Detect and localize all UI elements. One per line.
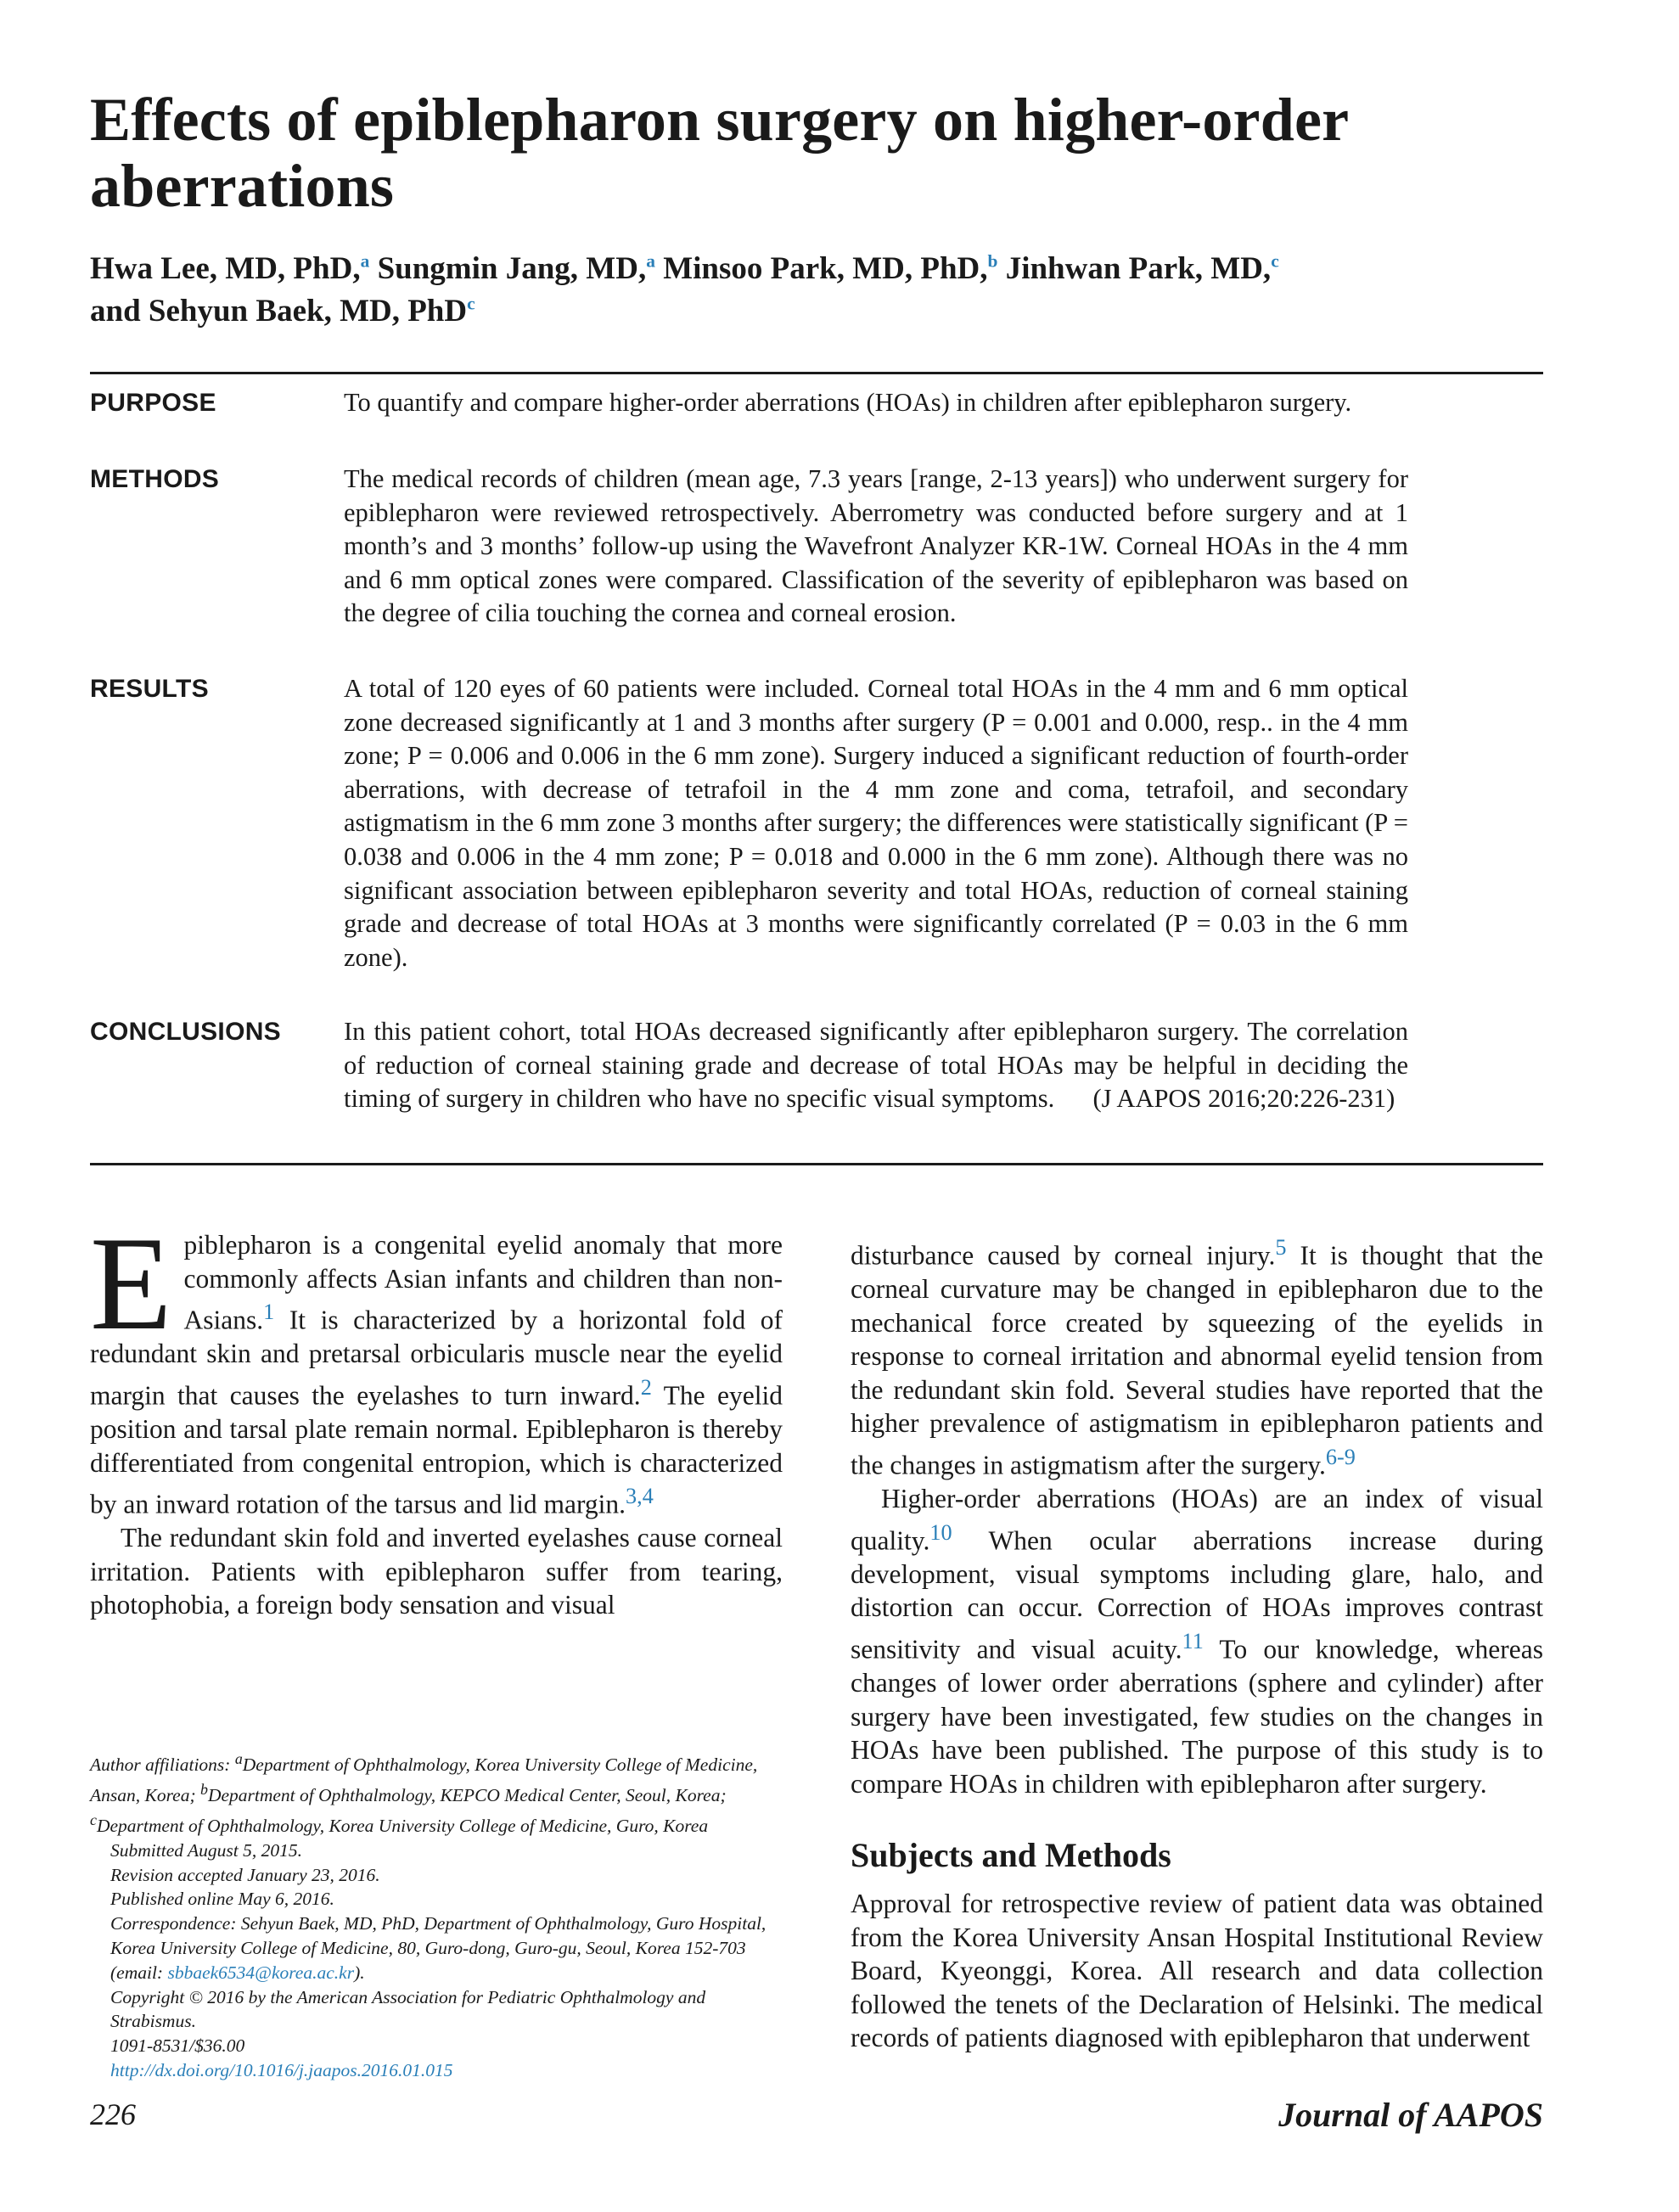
price-code: 1091-8531/$36.00 — [110, 2035, 245, 2057]
correspondence-text: ). — [354, 1962, 365, 1983]
drop-cap: E — [90, 1210, 172, 1358]
author-name: Sungmin Jang, MD, — [377, 251, 647, 286]
paragraph-text: disturbance caused by corneal injury. — [851, 1240, 1276, 1271]
journal-name: Journal of AAPOS — [1278, 2096, 1543, 2134]
paragraph-text: When ocular aberrations increase during development, visual symptoms including glare, halo, and distortion can occur. Correction of HOAs improves contrast sensitivity and visual acuity. — [851, 1525, 1543, 1665]
author-name: Hwa Lee, MD, PhD, — [90, 251, 361, 286]
paragraph-text: To our knowledge, whereas changes of lower order aberrations (sphere and cylinder) after surgery have been investigated, few studies on the changes in HOAs have been published. The purpose of this study is to compare HOAs in children with epiblepharon after surgery. — [851, 1634, 1543, 1799]
results-heading: RESULTS — [90, 675, 209, 703]
affiliations-label: Author affiliations: — [90, 1754, 235, 1776]
results-text: A total of 120 eyes of 60 patients were included. Corneal total HOAs in the 4 mm and 6 mm optical zone decreased significantly at 1 and 3 months after surgery (P = 0.001 and 0.000, resp.. in the 4 mm zone; P = 0.006 and 0.006 in the 6 mm zone). Surgery induced a significant reduction of fourth-order aberrations, with decrease of tetrafoil in the 4 mm zone and coma, tetrafoil, and secondary astigmatism in the 6 mm zone 3 months after surgery; the differences were statistically significant (P = 0.038 and 0.006 in the 4 mm zone; P = 0.018 and 0.000 in the 6 mm zone). Although there was no significant association between epiblepharon severity and total HOAs, reduction of corneal staining grade and decrease of total HOAs at 3 months were significantly correlated (P = 0.03 in the 6 mm zone). — [344, 674, 1408, 972]
affiliation-marker[interactable]: c — [467, 293, 475, 314]
body-paragraph — [851, 1231, 1543, 1482]
section-heading: Subjects and Methods — [851, 1835, 1171, 1874]
author-name: Jinhwan Park, MD, — [1005, 251, 1272, 286]
affiliations — [90, 1747, 783, 1839]
doi-link[interactable]: http://dx.doi.org/10.1016/j.jaapos.2016.01.015 — [110, 2060, 453, 2081]
affiliation-marker[interactable]: b — [987, 250, 998, 272]
affiliation-marker[interactable]: c — [1271, 250, 1279, 272]
affiliation-text: Department of Ophthalmology, Korea University College of Medicine, Ansan, Korea; — [90, 1754, 758, 1806]
purpose-heading: PURPOSE — [90, 389, 216, 417]
citation-link[interactable]: 3,4 — [626, 1484, 654, 1509]
citation: (J AAPOS 2016;20:226-231) — [1092, 1084, 1395, 1114]
abstract-bottom-rule — [90, 1163, 1543, 1165]
conclusions-text — [344, 1015, 1408, 1116]
published-date: Published online May 6, 2016. — [110, 1889, 334, 1910]
citation-link[interactable]: 6-9 — [1325, 1445, 1356, 1470]
affiliation-marker[interactable]: a — [360, 250, 370, 272]
affiliation-marker: c — [90, 1811, 97, 1828]
submitted-date: Submitted August 5, 2015. — [110, 1839, 302, 1861]
affiliation-text: Department of Ophthalmology, KEPCO Medical Center, Seoul, Korea; — [207, 1785, 727, 1806]
paragraph-text: It is thought that the corneal curvature may be changed in epiblepharon due to the mechanical force created by squeezing of the eyelids in response to corneal irritation and abnormal eyelid tension from the redundant skin fold. Several studies have reported that the higher prevalence of astigmatism in epiblepharon patients and the changes in astigmatism after the surgery. — [851, 1240, 1543, 1480]
paragraph-text: piblepharon is a congenital eyelid anomaly that more commonly affects Asian infants and children than non-Asians. — [183, 1230, 783, 1335]
body-paragraph: Approval for retrospective review of patient data was obtained from the Korea University Ansan Hospital Institutional Review Board, Kyeonggi, Korea. All research and data collection followed the tenets of the Declaration of Helsinki. The medical records of patients diagnosed with epiblepharon that underwent — [851, 1889, 1543, 2053]
citation-link[interactable]: 2 — [640, 1374, 652, 1400]
conclusions-heading: CONCLUSIONS — [90, 1018, 281, 1046]
citation-link[interactable]: 1 — [263, 1300, 275, 1325]
article-title: Effects of epiblepharon surgery on higher-order aberrations — [90, 86, 1348, 220]
email-link[interactable]: sbbaek6534@korea.ac.kr — [167, 1962, 355, 1983]
purpose-text: To quantify and compare higher-order aberrations (HOAs) in children after epiblepharon surgery. — [344, 388, 1352, 417]
copyright: Copyright © 2016 by the American Association for Pediatric Ophthalmology and Strabismus. — [110, 1986, 706, 2032]
affiliation-text: Department of Ophthalmology, Korea University College of Medicine, Guro, Korea — [96, 1816, 709, 1837]
affiliation-marker: b — [200, 1780, 208, 1798]
abstract-top-rule — [90, 372, 1543, 374]
revision-date: Revision accepted January 23, 2016. — [110, 1864, 380, 1885]
correspondence — [90, 1912, 783, 1985]
affiliation-marker: a — [234, 1750, 243, 1767]
right-column — [851, 1231, 1543, 2055]
intro-paragraph — [90, 1210, 783, 1521]
citation-link[interactable]: 11 — [1182, 1629, 1204, 1654]
author-name: and Sehyun Baek, MD, PhD — [90, 294, 468, 328]
correspondence-text: Correspondence: Sehyun Baek, MD, PhD, Department of Ophthalmology, Guro Hospital, Korea University College of Medicine, 80, Guro-dong, Guro-gu, Seoul, Korea 152-703 (email: — [110, 1913, 766, 1983]
affiliation-marker[interactable]: a — [646, 250, 655, 272]
methods-text: The medical records of children (mean age, 7.3 years [range, 2-13 years]) who underwent surgery for epiblepharon were reviewed retrospectively. Aberrometry was conducted before surgery and at 1 month’s and 3 months’ follow-up using the Wavefront Analyzer KR-1W. Corneal HOAs in the 4 mm and 6 mm optical zones were compared. Classification of the severity of epiblepharon was based on the degree of cilia touching the cornea and corneal erosion. — [344, 464, 1408, 628]
paragraph-text: The eyelid position and tarsal plate remain normal. Epiblepharon is thereby differentiated from congenital entropion, which is characterized by an inward rotation of the tarsus and lid margin. — [90, 1380, 783, 1519]
author-name: Minsoo Park, MD, PhD, — [663, 251, 988, 286]
article-footnotes — [90, 1747, 783, 2083]
conclusions-body: In this patient cohort, total HOAs decreased significantly after epiblepharon surgery. The correlation of reduction of corneal staining grade and decrease of total HOAs may be helpful in deciding the timing of surgery in children who have no specific visual symptoms. — [344, 1017, 1408, 1114]
citation-link[interactable]: 5 — [1275, 1235, 1287, 1260]
paragraph-text: It is characterized by a horizontal fold of redundant skin and pretarsal orbicularis muscle near the eyelid margin that causes the eyelashes to turn inward. — [90, 1305, 783, 1411]
body-paragraph: The redundant skin fold and inverted eyelashes cause corneal irritation. Patients with epiblepharon suffer from tearing, photophobia, a foreign body sensation and visual — [90, 1523, 783, 1620]
paragraph-text: Higher-order aberrations (HOAs) are an index of visual quality. — [851, 1484, 1543, 1556]
body-paragraph — [851, 1482, 1543, 1800]
author-list — [90, 248, 1550, 333]
page-number: 226 — [90, 2097, 136, 2131]
citation-link[interactable]: 10 — [929, 1519, 952, 1545]
methods-heading: METHODS — [90, 465, 220, 493]
left-column — [90, 1210, 783, 1622]
